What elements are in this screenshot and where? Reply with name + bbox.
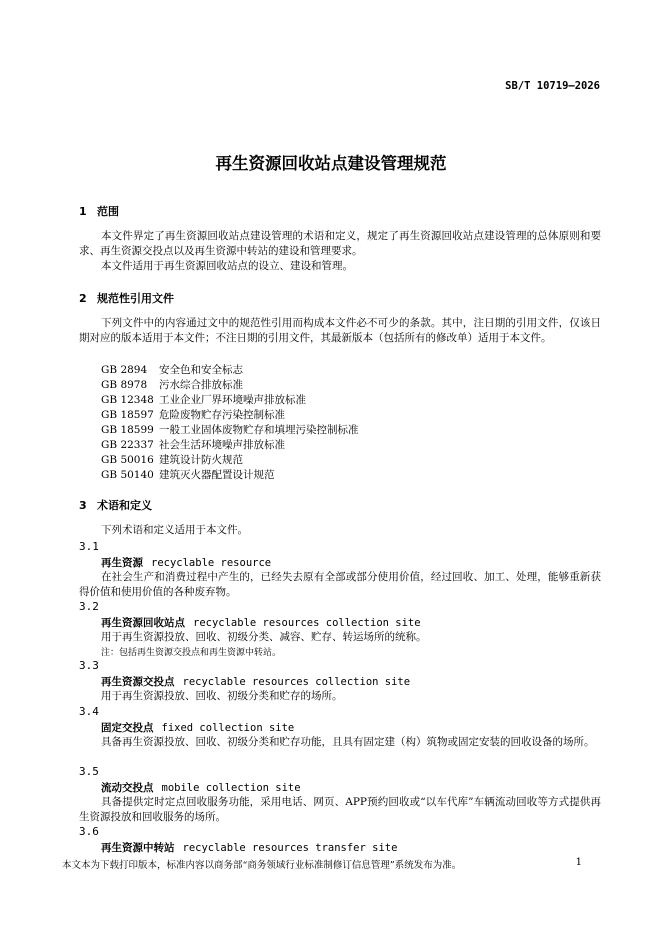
reference-code: GB 8978 <box>101 379 148 391</box>
reference-code: GB 12348 <box>101 394 154 406</box>
paragraph: 下列术语和定义适用于本文件。 <box>101 524 248 536</box>
term-title <box>101 840 397 855</box>
reference-code: GB 18599 <box>101 424 154 436</box>
term-title <box>101 720 294 735</box>
term-definition: 用于再生资源投放、回收、初级分类、减容、贮存、转运场所的统称。 <box>101 631 427 643</box>
reference-name: 工业企业厂界环境噪声排放标准 <box>159 394 306 406</box>
term-note: 注：包括再生资源交投点和再生资源中转站。 <box>101 648 282 658</box>
term-en: recyclable resource <box>151 557 272 569</box>
term-zh: 再生资源交投点 <box>101 676 175 688</box>
section-number: 3 <box>79 499 87 512</box>
term-title <box>101 780 301 795</box>
reference-name: 建筑灭火器配置设计规范 <box>159 469 275 481</box>
term-en: fixed collection site <box>161 722 295 734</box>
reference-code: GB 18597 <box>101 409 154 421</box>
reference-code: GB 2894 <box>101 364 148 376</box>
section-title: 范围 <box>97 205 119 218</box>
term-number: 3.6 <box>79 825 99 838</box>
reference-name: 社会生活环境噪声排放标准 <box>159 439 285 451</box>
term-en: mobile collection site <box>161 782 301 794</box>
term-title <box>101 555 271 570</box>
footer-text: 本文本为下载打印版本，标准内容以商务部“商务领域行业标准制修订信息管理”系统发布为准。 <box>62 860 462 871</box>
term-zh: 再生资源回收站点 <box>101 617 185 629</box>
document-title: 再生资源回收站点建设管理规范 <box>215 154 447 173</box>
term-number: 3.2 <box>79 600 99 613</box>
reference-item <box>101 392 306 407</box>
reference-name: 污水综合排放标准 <box>159 379 243 391</box>
paragraph: 本文件适用于再生资源回收站点的设立、建设和管理。 <box>101 260 353 272</box>
term-zh: 再生资源中转站 <box>101 842 175 854</box>
reference-item <box>101 377 243 392</box>
term-title <box>101 615 421 630</box>
reference-item <box>101 467 275 482</box>
term-definition: 用于再生资源投放、回收、初级分类和贮存的场所。 <box>101 690 343 702</box>
reference-item <box>101 422 359 437</box>
term-zh: 再生资源 <box>101 557 143 569</box>
term-definition: 具备提供定时定点回收服务功能，采用电话、网页、APP预约回收或“以车代库”车辆流动回收等方式提供再生资源投放和回收服务的场所。 <box>79 796 601 823</box>
reference-item <box>101 362 243 377</box>
section-title: 术语和定义 <box>97 499 152 512</box>
reference-item <box>101 437 285 452</box>
section-heading-2 <box>79 290 174 306</box>
term-definition: 具备再生资源投放、回收、初级分类和贮存功能，且具有固定建（构）筑物或固定安装的回收设备的场所。 <box>101 736 595 748</box>
standard-number: SB/T 10719—2026 <box>505 80 600 92</box>
paragraph: 下列文件中的内容通过文中的规范性引用而构成本文件必不可少的条款。其中，注日期的引用文件，仅该日期对应的版本适用于本文件；不注日期的引用文件，其最新版本（包括所有的修改单）适用于本文件。 <box>79 317 601 344</box>
term-title <box>101 674 410 689</box>
reference-code: GB 50140 <box>101 469 154 481</box>
term-en: recyclable resources transfer site <box>182 842 398 854</box>
term-number: 3.1 <box>79 540 99 553</box>
term-zh: 流动交投点 <box>101 782 154 794</box>
section-title: 规范性引用文件 <box>97 292 174 305</box>
term-number: 3.4 <box>79 705 99 718</box>
term-number: 3.5 <box>79 765 99 778</box>
reference-name: 一般工业固体废物贮存和填埋污染控制标准 <box>159 424 359 436</box>
reference-code: GB 50016 <box>101 454 154 466</box>
term-zh: 固定交投点 <box>101 722 154 734</box>
reference-name: 建筑设计防火规范 <box>159 454 243 466</box>
page-number: 1 <box>575 857 582 868</box>
term-number: 3.3 <box>79 659 99 672</box>
section-number: 1 <box>79 205 87 218</box>
term-en: recyclable resources collection site <box>193 617 421 629</box>
reference-item <box>101 452 243 467</box>
term-en: recyclable resources collection site <box>182 676 411 688</box>
reference-name: 安全色和安全标志 <box>159 364 243 376</box>
section-heading-1 <box>79 203 119 219</box>
reference-code: GB 22337 <box>101 439 154 451</box>
term-definition: 在社会生产和消费过程中产生的，已经失去原有全部或部分使用价值，经过回收、加工、处理，能够重新获得价值和使用价值的各种废弃物。 <box>79 571 601 598</box>
reference-name: 危险废物贮存污染控制标准 <box>159 409 285 421</box>
section-number: 2 <box>79 292 87 305</box>
reference-item <box>101 407 285 422</box>
section-heading-3 <box>79 497 152 513</box>
paragraph: 本文件界定了再生资源回收站点建设管理的术语和定义，规定了再生资源回收站点建设管理的总体原则和要求、再生资源交投点以及再生资源中转站的建设和管理要求。 <box>79 230 601 257</box>
